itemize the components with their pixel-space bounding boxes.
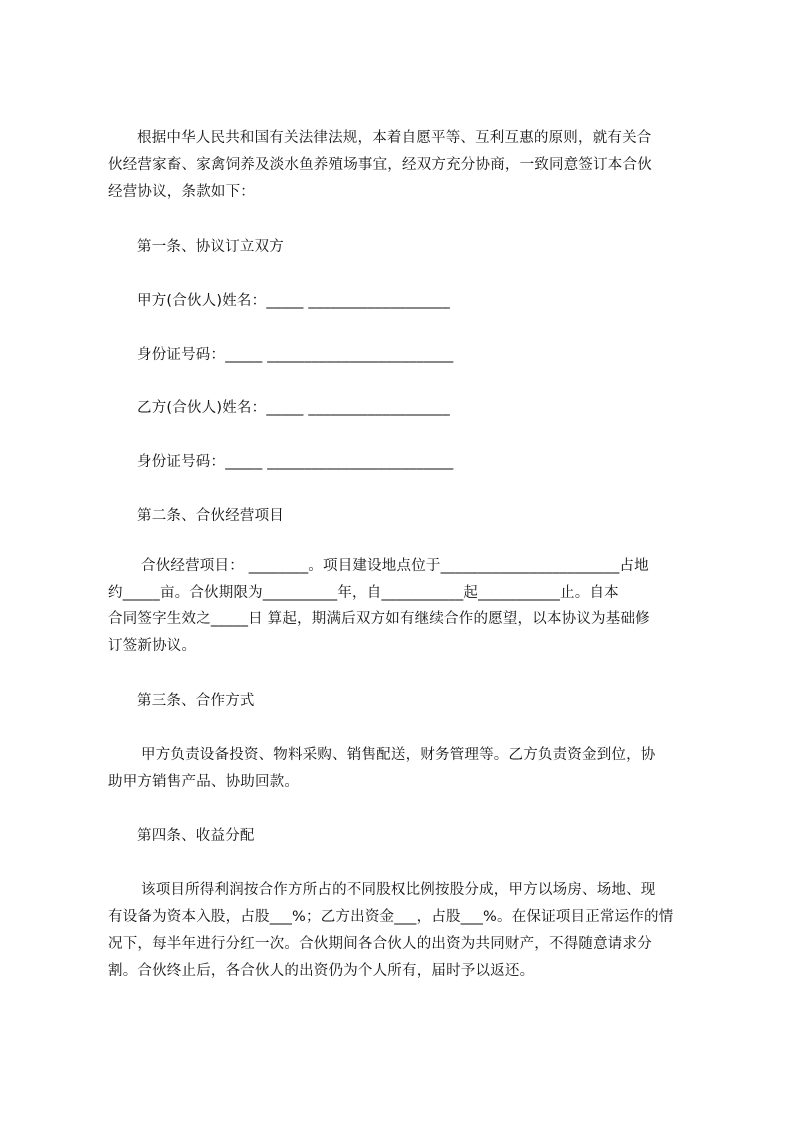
intro-line-1: 根据中华人民共和国有关法律法规，本着自愿平等、互利互惠的原则，就有关合	[137, 130, 652, 146]
article-4-line-1: 该项目所得利润按合作方所占的不同股权比例按股分成，甲方以场房、场地、现	[141, 882, 656, 898]
article-2-line-4: 订签新协议。	[108, 638, 197, 654]
article-2-line-2: 约_____亩。合伙期限为__________年，自___________起___________止。自本	[108, 585, 619, 601]
article-2-heading: 第二条、合伙经营项目	[137, 508, 284, 524]
article-3-line-2: 助甲方销售产品、协助回款。	[108, 774, 300, 790]
intro-line-3: 经营协议，条款如下：	[108, 184, 255, 200]
article-3-line-1: 甲方负责设备投资、物料采购、销售配送，财务管理等。乙方负责资金到位，协	[141, 747, 656, 763]
article-3-heading: 第三条、合作方式	[137, 693, 255, 709]
article-4-line-4: 割。合伙终止后，各合伙人的出资仍为个人所有，届时予以返还。	[108, 963, 535, 979]
article-4-line-2: 有设备为资本入股，占股___%；乙方出资金___，占股___%。在保证项目正常运作的情	[108, 909, 674, 925]
article-1-heading: 第一条、协议订立双方	[137, 239, 284, 255]
article-4-heading: 第四条、收益分配	[137, 828, 255, 844]
article-4-line-3: 况下，每半年进行分红一次。合伙期间各合伙人的出资为共同财产，不得随意请求分	[108, 936, 652, 952]
intro-line-2: 伙经营家畜、家禽饲养及淡水鱼养殖场事宜，经双方充分协商，一致同意签订本合伙	[108, 157, 652, 173]
article-2-line-1: 合伙经营项目： ________。项目建设地点位于________________________占地	[141, 558, 649, 574]
party-b-name-field: 乙方(合伙人)姓名：_____ ___________________	[137, 400, 450, 416]
party-b-id-field: 身份证号码：_____ _________________________	[137, 454, 454, 470]
party-a-id-field: 身份证号码：_____ _________________________	[137, 347, 454, 363]
article-2-line-3: 合同签字生效之_____日 算起，期满后双方如有继续合作的愿望，以本协议为基础修	[108, 611, 650, 627]
party-a-name-field: 甲方(合伙人)姓名：_____ ___________________	[137, 293, 450, 309]
